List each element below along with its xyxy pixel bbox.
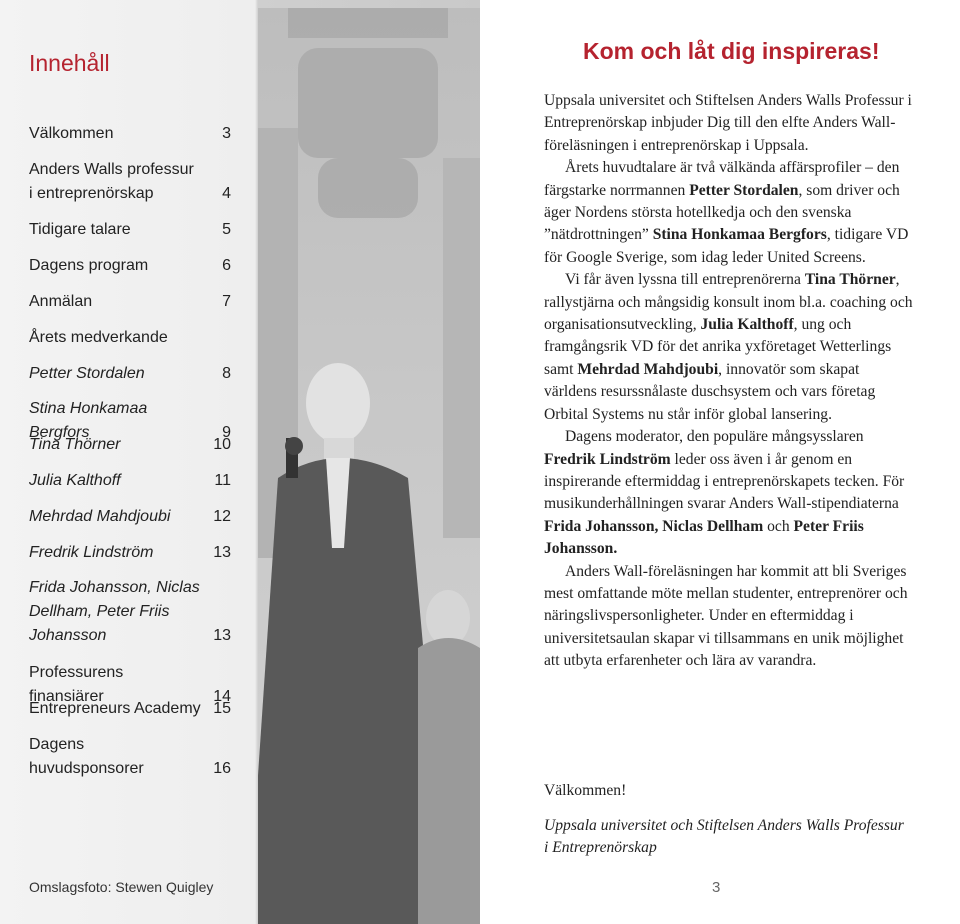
contents-title: Innehåll (29, 50, 110, 76)
toc-item[interactable]: Anders Walls professur i entreprenörskap 4 (29, 161, 231, 202)
toc-item[interactable]: Fredrik Lindström 13 (29, 544, 231, 561)
paragraph: Vi får även lyssna till entreprenörerna Tina Thörner, rallystjärna och mångsidig konsult inom bl.a. coaching och organisationsutveckling, Julia Kalthoff, ung och framgångsrik VD för det anrika yxföretaget Wetterlings samt Mehrdad Mahdjoubi, innovatör som skapat världens resurssnålaste duschsystem och vars företag Orbital Systems nu står inför global lansering. (544, 271, 913, 423)
toc-item[interactable]: Mehrdad Mahdjoubi 12 (29, 508, 231, 525)
toc-item[interactable]: Tidigare talare 5 (29, 221, 231, 238)
signature: Uppsala universitet och Stiftelsen Anders Walls Professur i Entreprenörskap (544, 817, 904, 857)
toc-item[interactable]: Julia Kalthoff 11 (29, 472, 231, 489)
paragraph: Årets huvudtalare är två välkända affärsprofiler – den färgstarke norrmannen Petter Stordalen, som driver och äger Nordens största hotellkedja och den svenska ”nätdrottningen” Stina Honkamaa Bergfors, tidigare VD för Google Sverige, som idag leder United Screens. (544, 159, 909, 266)
welcome-line: Välkommen! (544, 782, 627, 799)
paragraph: Anders Wall-föreläsningen har kommit att bli Sveriges mest omfattande möte mellan studenter, entreprenörer och näringslivspersonligheter. Under en eftermiddag i universitetsaulan skapar vi tillsammans en unik möjlighet att utbyta erfarenheter och lära av varandra. (544, 562, 908, 670)
toc-item[interactable]: Frida Johansson, Niclas Dellham, Peter Friis Johansson 13 (29, 579, 231, 644)
article-headline: Kom och låt dig inspireras! (583, 38, 880, 64)
toc-item[interactable]: Välkommen 3 (29, 125, 231, 142)
cover-photo (258, 8, 480, 924)
toc-item[interactable]: Dagens program 6 (29, 257, 231, 274)
toc-item[interactable]: Stina Honkamaa Bergfors 9 (29, 400, 231, 441)
photo-credit: Omslagsfoto: Stewen Quigley (29, 879, 214, 895)
page-number: 3 (712, 879, 721, 896)
toc-item[interactable]: Entrepreneurs Academy 15 (29, 700, 231, 717)
toc-item[interactable]: Dagens huvudsponsorer 16 (29, 736, 231, 777)
article-body (544, 90, 916, 673)
toc-item[interactable]: Professurens finansiärer 14 (29, 664, 231, 705)
paragraph: Dagens moderator, den populäre mångsysslaren Fredrik Lindström leder oss även i år genom en inspirerande eftermiddag i entreprenörskapets tecken. För musikunderhållningen svarar Anders Wall-stipendiaterna Frida Johansson, Niclas Dellham och Peter Friis Johansson. (544, 428, 905, 558)
toc-item[interactable]: Petter Stordalen 8 (29, 365, 231, 382)
toc-item[interactable]: Anmälan 7 (29, 293, 231, 310)
paragraph: Uppsala universitet och Stiftelsen Anders Walls Professur i Entreprenörskap inbjuder Dig till den elfte Anders Wall-föreläsningen i entreprenörskap i Uppsala. (544, 92, 912, 154)
toc-item[interactable]: Tina Thörner 10 (29, 436, 231, 453)
toc-section-heading: Årets medverkande (29, 329, 168, 346)
